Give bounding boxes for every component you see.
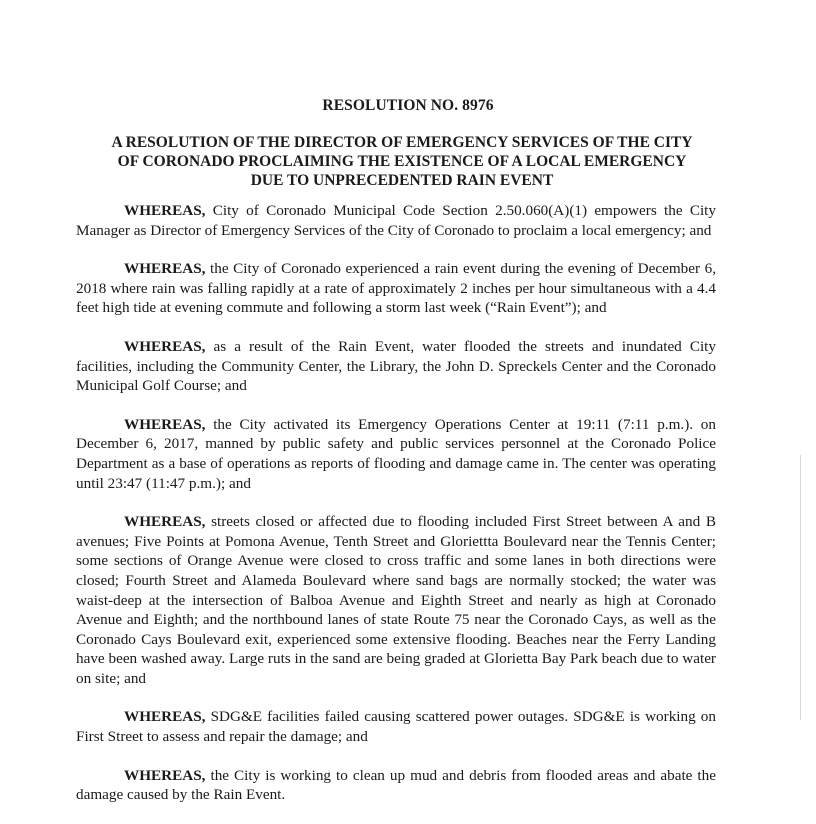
whereas-lead: WHEREAS, [124,337,206,355]
whereas-paragraph [76,512,716,688]
whereas-lead: WHEREAS, [124,513,206,531]
paragraph-text: the City is working to clean up mud and debris from flooded areas and abate the damage caused by the Rain Event. [76,766,716,804]
whereas-paragraph [76,337,716,396]
whereas-paragraph [76,201,716,240]
whereas-paragraph [76,766,716,805]
whereas-lead: WHEREAS, [124,708,206,726]
whereas-paragraph [76,707,716,746]
resolution-subtitle: A RESOLUTION OF THE DIRECTOR OF EMERGENCY SERVICES OF THE CITY OF CORONADO PROCLAIMING THE EXISTENCE OF A LOCAL EMERGENCY DUE TO UNPRECEDENTED RAIN EVENT [111,134,693,189]
whereas-paragraph [76,415,716,493]
whereas-lead: WHEREAS, [124,202,206,219]
whereas-lead: WHEREAS, [124,766,206,784]
resolution-body [76,201,716,824]
whereas-lead: WHEREAS, [124,260,206,278]
paragraph-text: as a result of the Rain Event, water flooded the streets and inundated City facilities, including the Community Center, the Library, the John D. Spreckels Center and the Coronado Municipal Golf Course; and [76,337,716,395]
paragraph-text: the City of Coronado experienced a rain event during the evening of December 6, 2018 where rain was falling rapidly at a rate of approximately 2 inches per hour simultaneous with a 4.4 feet high tide at evening commute and following a storm last week (“Rain Event”); and [76,260,716,317]
paragraph-text: streets closed or affected due to flooding included First Street between A and B avenues; Five Points at Pomona Avenue, Tenth Street and Gloriettta Boulevard near the Tennis Center; some sections of Orange Avenue were closed to cross traffic and some lanes in both directions were closed; Fourth Street and Alameda Boulevard where sand bags are normally stocked; the water was waist-deep at the intersection of Balboa Avenue and Eighth Street and nearly as high at Coronado Avenue and Eighth; and the northbound lanes of state Route 75 near the Coronado Cays, as well as the Coronado Cays Boulevard exit, experienced some extensive flooding. Beaches near the Ferry Landing have been washed away. Large ruts in the sand are being graded at Glorietta Bay Park beach due to water on site; and [76,513,716,687]
paragraph-text: City of Coronado Municipal Code Section 2.50.060(A)(1) empowers the City Manager as Director of Emergency Services of the City of Coronado to proclaim a local emergency; and [76,202,716,239]
resolution-title: RESOLUTION NO. 8976 [322,97,494,114]
scan-artifact-line [800,455,801,720]
whereas-lead: WHEREAS, [124,415,206,433]
paragraph-text: SDG&E facilities failed causing scattered power outages. SDG&E is working on First Street to assess and repair the damage; and [76,708,716,746]
paragraph-text: the City activated its Emergency Operations Center at 19:11 (7:11 p.m.). on December 6, 2017, manned by public safety and public services personnel at the Coronado Police Department as a base of operations as reports of flooding and damage came in. The center was operating until 23:47 (11:47 p.m.); and [76,415,716,492]
whereas-paragraph [76,259,716,318]
